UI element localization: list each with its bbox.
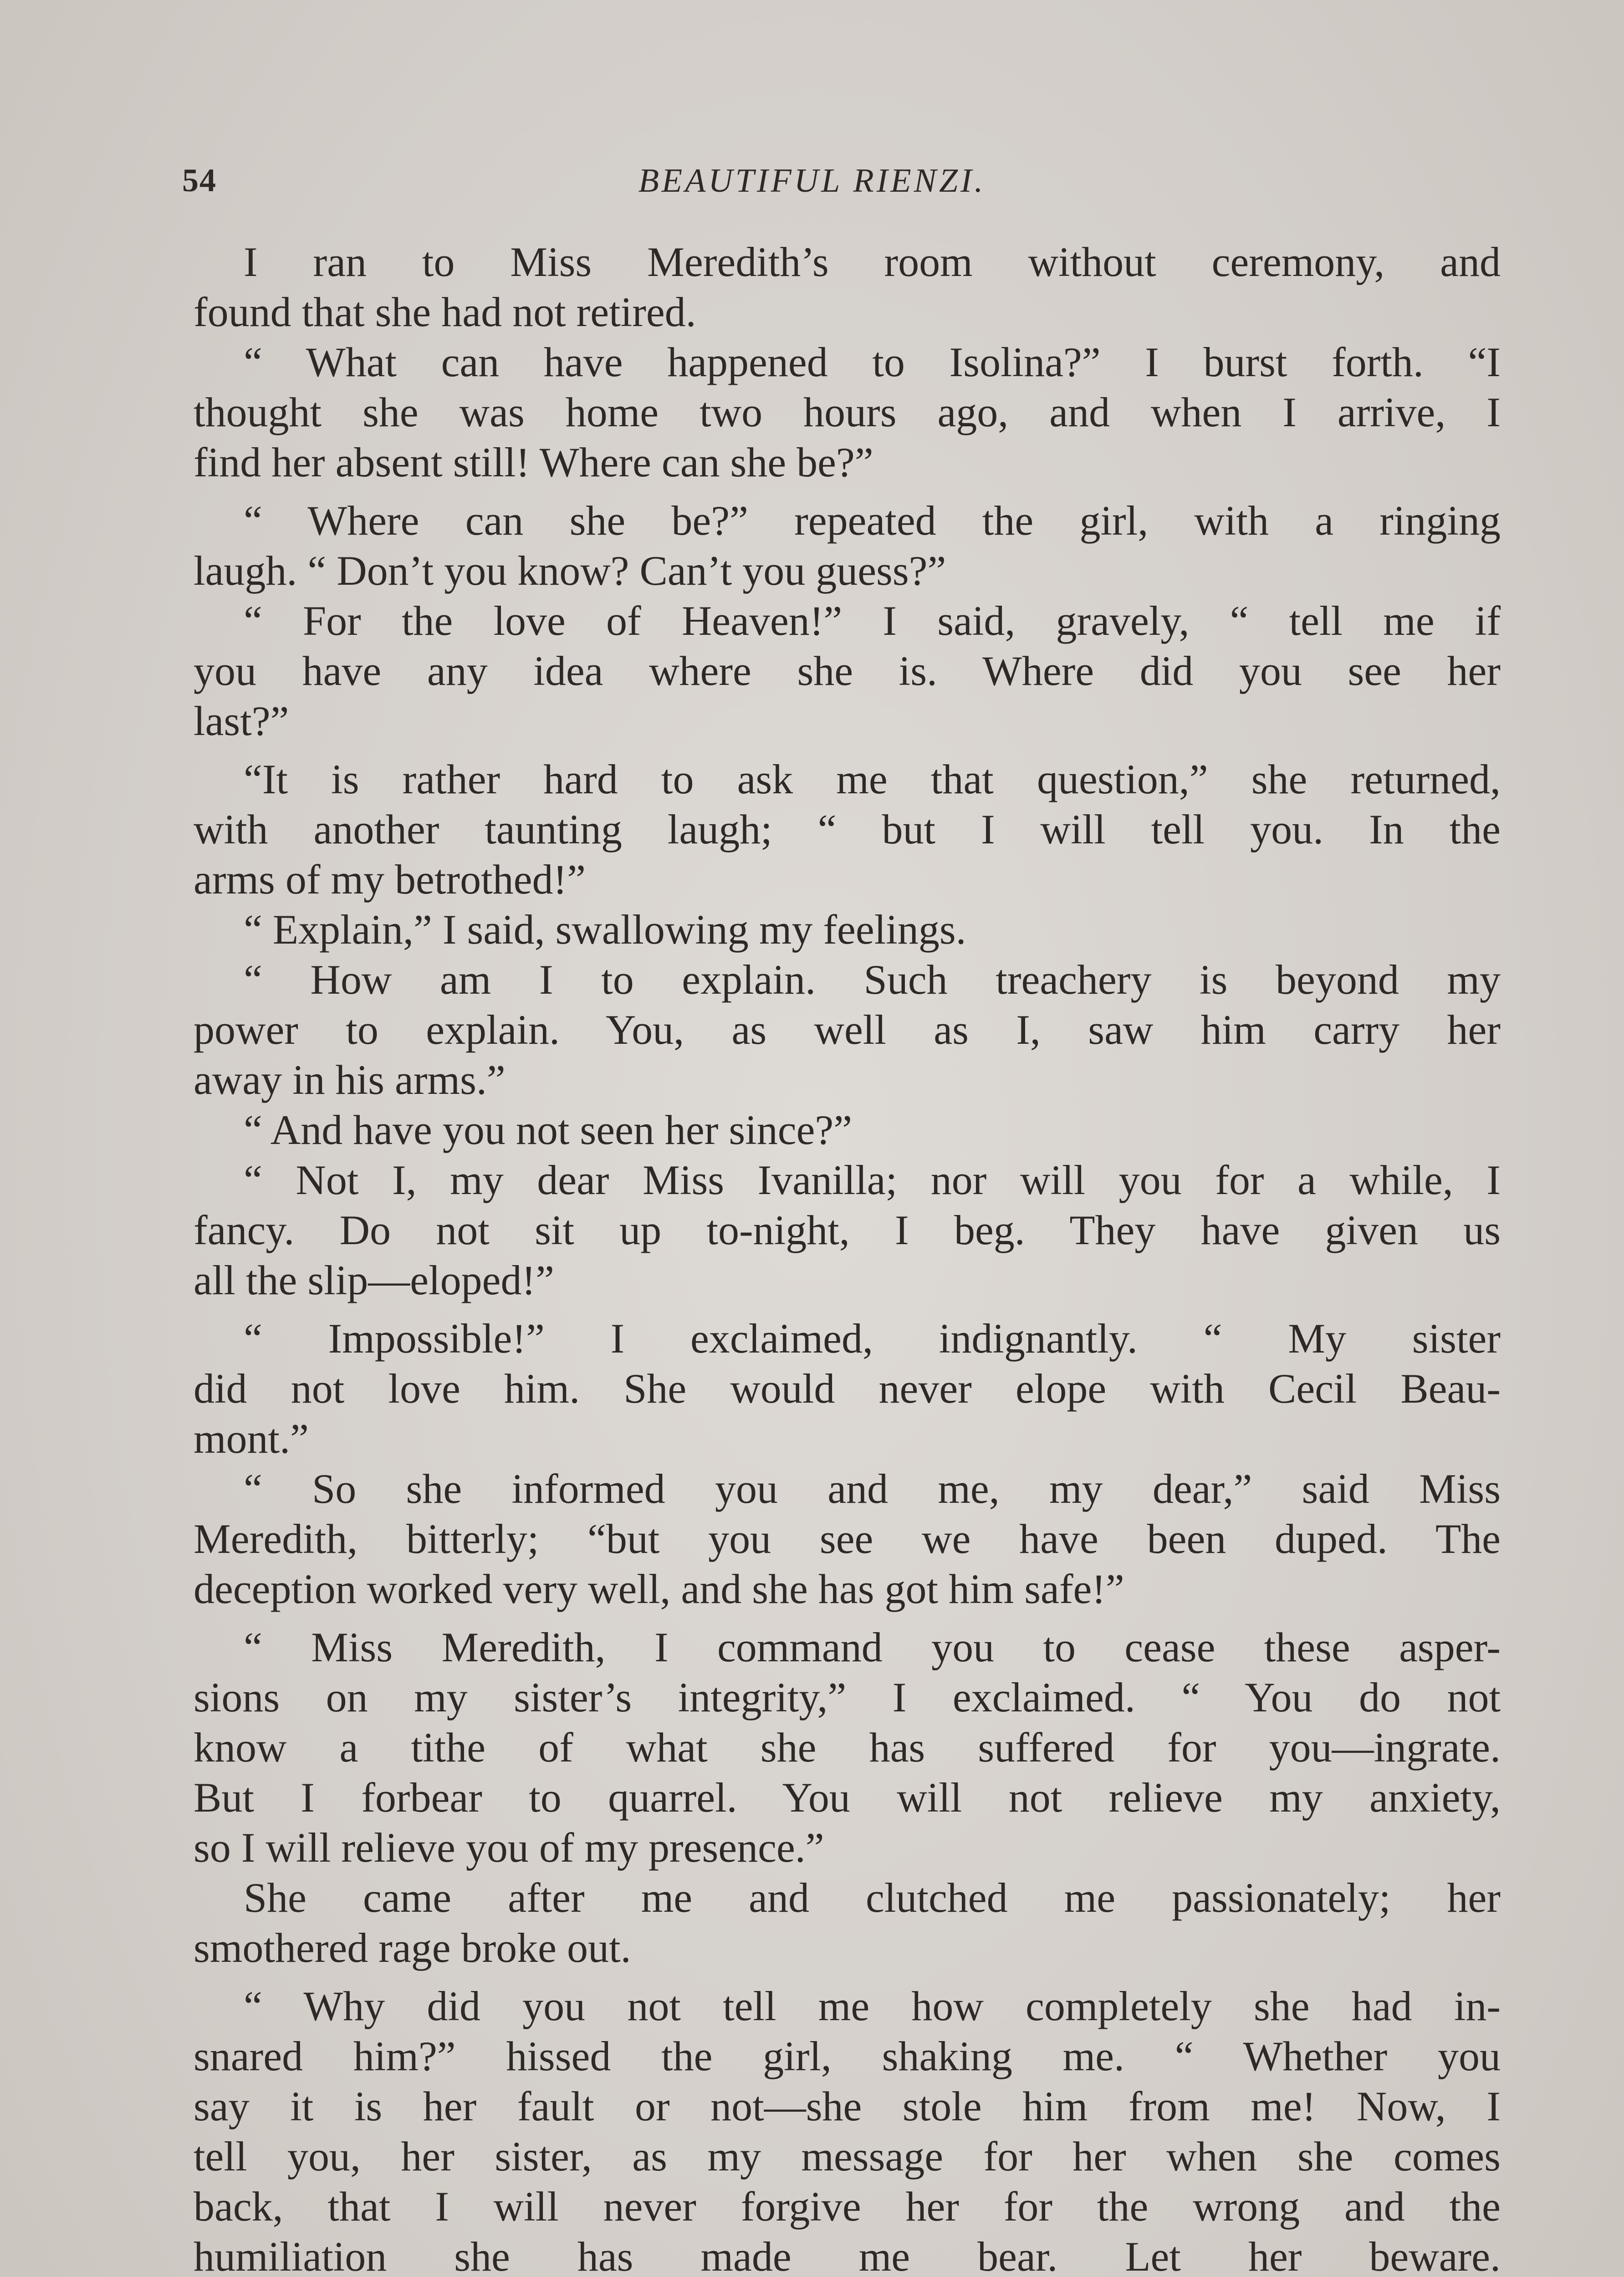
text-line: mont.” (194, 1415, 309, 1462)
text-line: know a tithe of what she has suffered for you—ingrate. (194, 1724, 1501, 1771)
page-header (0, 162, 1624, 212)
text-line: humiliation she has made me bear. Let her beware. (194, 2233, 1501, 2277)
text-line: “ Why did you not tell me how completely she had in- (244, 1983, 1501, 2029)
text-line: “ How am I to explain. Such treachery is beyond my (244, 956, 1501, 1003)
text-line: laugh. “ Don’t you know? Can’t you guess?” (194, 547, 946, 594)
text-line: “ Explain,” I said, swallowing my feelings. (244, 906, 966, 953)
text-line: “ And have you not seen her since?” (244, 1107, 853, 1153)
text-line: I ran to Miss Meredith’s room without ceremony, and (244, 239, 1501, 285)
text-line: arms of my betrothed!” (194, 856, 586, 903)
text-line: away in his arms.” (194, 1057, 506, 1103)
text-line: sions on my sister’s integrity,” I exclaimed. “ You do not (194, 1674, 1501, 1721)
text-line: But I forbear to quarrel. You will not relieve my anxiety, (194, 1774, 1501, 1821)
text-line: tell you, her sister, as my message for her when she comes (194, 2133, 1501, 2180)
text-line: with another taunting laugh; “ but I will tell you. In the (194, 806, 1501, 853)
text-line: last?” (194, 698, 289, 744)
text-line: found that she had not retired. (194, 289, 696, 335)
text-line: “ Miss Meredith, I command you to cease these asper- (244, 1624, 1501, 1670)
body-text (194, 237, 1501, 2277)
text-line: snared him?” hissed the girl, shaking me. “ Whether you (194, 2033, 1501, 2079)
text-line: so I will relieve you of my presence.” (194, 1824, 824, 1871)
text-line: did not love him. She would never elope with Cecil Beau- (194, 1365, 1501, 1412)
text-line: “It is rather hard to ask me that question,” she returned, (244, 756, 1501, 802)
text-line: Meredith, bitterly; “but you see we have been duped. The (194, 1516, 1501, 1562)
text-line: “ Where can she be?” repeated the girl, with a ringing (244, 497, 1501, 544)
text-line: “ Impossible!” I exclaimed, indignantly. “ My sister (244, 1315, 1501, 1362)
text-line: “ For the love of Heaven!” I said, gravely, “ tell me if (244, 597, 1501, 644)
text-line: say it is her fault or not—she stole him from me! Now, I (194, 2083, 1501, 2129)
text-line: all the slip—eloped!” (194, 1257, 554, 1303)
running-head: BEAUTIFUL RIENZI. (638, 162, 986, 199)
text-line: “ Not I, my dear Miss Ivanilla; nor will you for a while, I (244, 1157, 1501, 1203)
text-line: deception worked very well, and she has got him safe!” (194, 1566, 1124, 1612)
text-line: back, that I will never forgive her for the wrong and the (194, 2183, 1501, 2230)
text-line: power to explain. You, as well as I, saw him carry her (194, 1006, 1501, 1053)
text-line: “ So she informed you and me, my dear,” said Miss (244, 1465, 1501, 1512)
text-line: fancy. Do not sit up to-night, I beg. They have given us (194, 1207, 1501, 1253)
page-number: 54 (182, 162, 217, 199)
text-line: She came after me and clutched me passionately; her (244, 1874, 1501, 1921)
text-line: find her absent still! Where can she be?” (194, 439, 873, 485)
text-line: “ What can have happened to Isolina?” I burst forth. “I (244, 339, 1501, 385)
text-line: smothered rage broke out. (194, 1925, 631, 1971)
text-line: you have any idea where she is. Where did you see her (194, 648, 1501, 694)
text-line: thought she was home two hours ago, and when I arrive, I (194, 389, 1501, 435)
